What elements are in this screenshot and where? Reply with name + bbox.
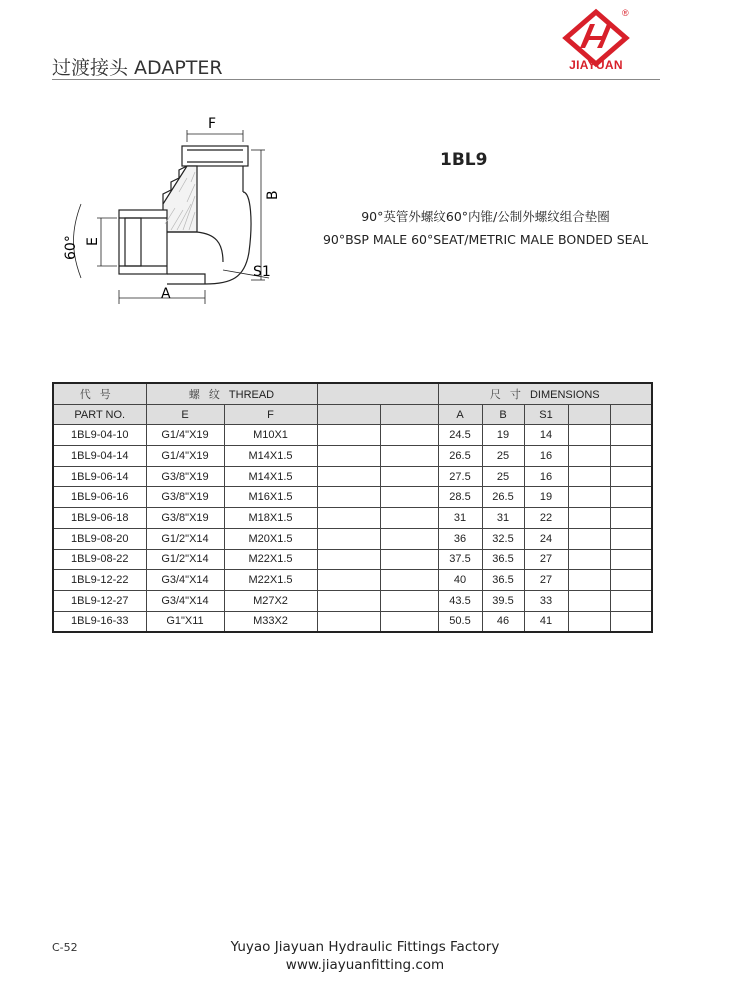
- cell-empty: [317, 446, 380, 467]
- dim-label-angle: 60°: [63, 235, 79, 260]
- cell-a: 40: [438, 570, 482, 591]
- header-empty-3: [568, 404, 610, 425]
- table-row: [53, 487, 652, 508]
- header-part-cn: 代 号: [53, 383, 146, 404]
- cell-part-no: 1BL9-16-33: [53, 611, 146, 632]
- cell-a: 31: [438, 508, 482, 529]
- cell-empty: [317, 425, 380, 446]
- cell-part-no: 1BL9-06-14: [53, 466, 146, 487]
- cell-f: M14X1.5: [224, 446, 317, 467]
- cell-empty: [610, 570, 652, 591]
- cell-empty: [380, 570, 438, 591]
- cell-e: G1/4"X19: [146, 425, 224, 446]
- cell-empty: [380, 446, 438, 467]
- cell-a: 26.5: [438, 446, 482, 467]
- table-row: [53, 446, 652, 467]
- header-empty-1: [317, 404, 380, 425]
- page-title: 过渡接头 ADAPTER: [52, 57, 223, 79]
- cell-empty: [380, 466, 438, 487]
- cell-part-no: 1BL9-06-16: [53, 487, 146, 508]
- cell-a: 37.5: [438, 549, 482, 570]
- cell-s1: 14: [524, 425, 568, 446]
- cell-empty: [317, 508, 380, 529]
- cell-empty: [568, 590, 610, 611]
- cell-a: 27.5: [438, 466, 482, 487]
- cell-f: M10X1: [224, 425, 317, 446]
- cell-s1: 27: [524, 570, 568, 591]
- cell-s1: 27: [524, 549, 568, 570]
- header-f: F: [224, 404, 317, 425]
- cell-empty: [610, 590, 652, 611]
- cell-a: 50.5: [438, 611, 482, 632]
- registered-mark: ®: [622, 8, 629, 18]
- cell-empty: [380, 508, 438, 529]
- spec-table: [52, 382, 653, 633]
- cell-f: M22X1.5: [224, 570, 317, 591]
- cell-s1: 24: [524, 528, 568, 549]
- cell-empty: [317, 528, 380, 549]
- cell-a: 43.5: [438, 590, 482, 611]
- cell-empty: [568, 425, 610, 446]
- cell-part-no: 1BL9-06-18: [53, 508, 146, 529]
- cell-e: G1/2"X14: [146, 549, 224, 570]
- cell-empty: [317, 611, 380, 632]
- cell-a: 24.5: [438, 425, 482, 446]
- cell-empty: [610, 508, 652, 529]
- dim-label-a: A: [161, 286, 171, 302]
- cell-empty: [380, 487, 438, 508]
- dim-label-b: B: [265, 190, 281, 200]
- cell-b: 32.5: [482, 528, 524, 549]
- page-number: C-52: [52, 941, 78, 954]
- cell-part-no: 1BL9-12-22: [53, 570, 146, 591]
- cell-b: 25: [482, 446, 524, 467]
- cell-a: 28.5: [438, 487, 482, 508]
- cell-empty: [610, 425, 652, 446]
- cell-empty: [380, 528, 438, 549]
- cell-empty: [380, 549, 438, 570]
- cell-empty: [610, 466, 652, 487]
- cell-empty: [380, 590, 438, 611]
- cell-empty: [610, 528, 652, 549]
- cell-empty: [568, 549, 610, 570]
- cell-empty: [317, 590, 380, 611]
- cell-f: M18X1.5: [224, 508, 317, 529]
- cell-empty: [610, 487, 652, 508]
- cell-e: G3/4"X14: [146, 570, 224, 591]
- cell-b: 31: [482, 508, 524, 529]
- cell-part-no: 1BL9-08-22: [53, 549, 146, 570]
- header-b: B: [482, 404, 524, 425]
- header-divider: [52, 79, 660, 80]
- cell-s1: 19: [524, 487, 568, 508]
- cell-empty: [568, 570, 610, 591]
- cell-a: 36: [438, 528, 482, 549]
- cell-b: 25: [482, 466, 524, 487]
- cell-empty: [568, 611, 610, 632]
- table-row: [53, 570, 652, 591]
- cell-b: 19: [482, 425, 524, 446]
- table-row: [53, 508, 652, 529]
- cell-s1: 22: [524, 508, 568, 529]
- cell-b: 46: [482, 611, 524, 632]
- cell-empty: [317, 466, 380, 487]
- spec-table-body: [53, 425, 652, 632]
- cell-e: G3/8"X19: [146, 487, 224, 508]
- cell-s1: 33: [524, 590, 568, 611]
- cell-empty: [568, 528, 610, 549]
- table-row: [53, 528, 652, 549]
- table-header-row-2: [53, 404, 652, 425]
- cell-e: G1/2"X14: [146, 528, 224, 549]
- cell-empty: [317, 487, 380, 508]
- cell-empty: [568, 466, 610, 487]
- cell-empty: [610, 611, 652, 632]
- table-row: [53, 466, 652, 487]
- footer-company: Yuyao Jiayuan Hydraulic Fittings Factory: [230, 939, 500, 955]
- product-description-cn: 90°英管外螺纹60°内锥/公制外螺纹组合垫圈: [361, 209, 610, 224]
- fitting-drawing: [55, 112, 285, 312]
- cell-s1: 16: [524, 446, 568, 467]
- brand-name: JIAYUAN: [569, 58, 623, 72]
- cell-empty: [568, 508, 610, 529]
- cell-f: M20X1.5: [224, 528, 317, 549]
- cell-e: G3/8"X19: [146, 466, 224, 487]
- cell-e: G3/4"X14: [146, 590, 224, 611]
- cell-s1: 41: [524, 611, 568, 632]
- table-row: [53, 425, 652, 446]
- cell-empty: [568, 487, 610, 508]
- cell-e: G1"X11: [146, 611, 224, 632]
- cell-empty: [380, 611, 438, 632]
- header-part-no: PART NO.: [53, 404, 146, 425]
- cell-empty: [568, 446, 610, 467]
- cell-b: 39.5: [482, 590, 524, 611]
- cell-b: 36.5: [482, 549, 524, 570]
- header-blank: [317, 383, 438, 404]
- dim-label-e: E: [85, 237, 101, 246]
- header-a: A: [438, 404, 482, 425]
- header-s1: S1: [524, 404, 568, 425]
- cell-f: M22X1.5: [224, 549, 317, 570]
- dim-label-f: F: [208, 116, 217, 132]
- cell-empty: [380, 425, 438, 446]
- cell-f: M14X1.5: [224, 466, 317, 487]
- cell-s1: 16: [524, 466, 568, 487]
- table-header-row-1: [53, 383, 652, 404]
- header-e: E: [146, 404, 224, 425]
- header-empty-2: [380, 404, 438, 425]
- cell-part-no: 1BL9-04-14: [53, 446, 146, 467]
- dim-label-s1: S1: [253, 264, 271, 280]
- cell-empty: [317, 549, 380, 570]
- header-dimensions: 尺 寸 DIMENSIONS: [438, 383, 652, 404]
- cell-f: M16X1.5: [224, 487, 317, 508]
- cell-part-no: 1BL9-04-10: [53, 425, 146, 446]
- cell-f: M27X2: [224, 590, 317, 611]
- footer-website: www.jiayuanfitting.com: [285, 957, 445, 973]
- cell-empty: [610, 446, 652, 467]
- cell-e: G3/8"X19: [146, 508, 224, 529]
- product-description-en: 90°BSP MALE 60°SEAT/METRIC MALE BONDED SEAL: [322, 232, 649, 247]
- table-row: [53, 611, 652, 632]
- cell-part-no: 1BL9-12-27: [53, 590, 146, 611]
- cell-f: M33X2: [224, 611, 317, 632]
- cell-empty: [610, 549, 652, 570]
- table-row: [53, 590, 652, 611]
- table-row: [53, 549, 652, 570]
- cell-e: G1/4"X19: [146, 446, 224, 467]
- cell-empty: [317, 570, 380, 591]
- header-empty-4: [610, 404, 652, 425]
- cell-b: 36.5: [482, 570, 524, 591]
- header-thread: 螺 纹 THREAD: [146, 383, 317, 404]
- product-model: 1BL9: [440, 150, 488, 170]
- cell-b: 26.5: [482, 487, 524, 508]
- cell-part-no: 1BL9-08-20: [53, 528, 146, 549]
